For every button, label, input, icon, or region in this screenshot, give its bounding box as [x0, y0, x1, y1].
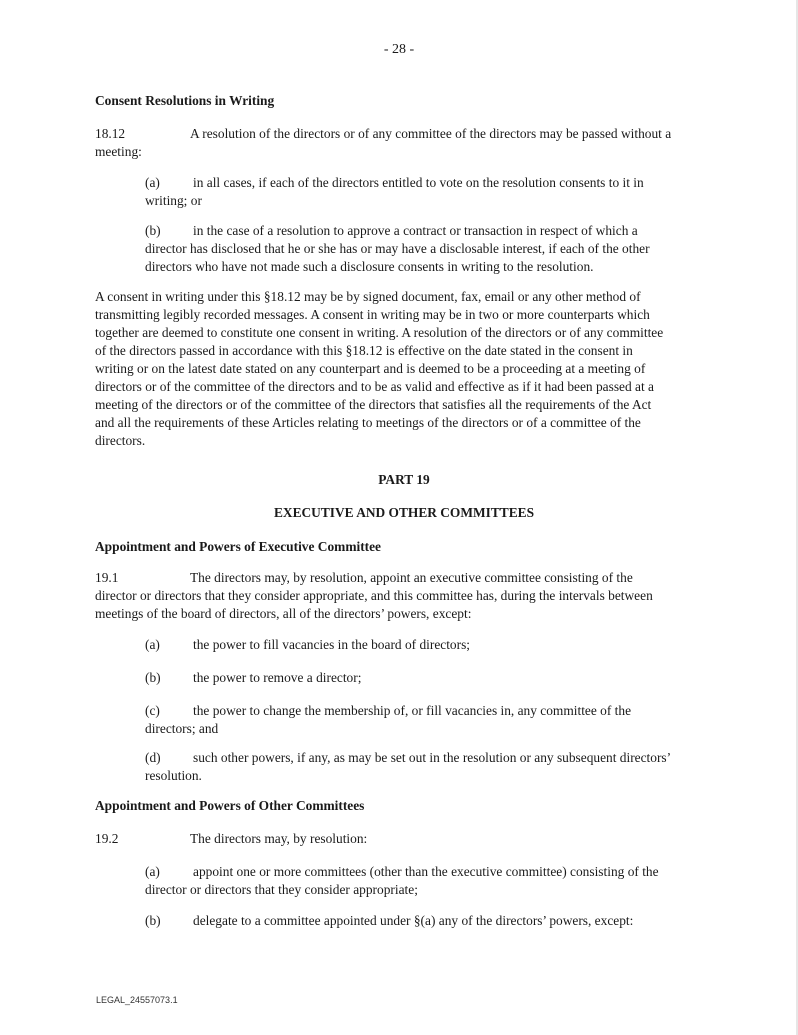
clause-19-1-b: (b) the power to remove a director; [145, 670, 362, 685]
paragraph-18-12: 18.12 A resolution of the directors or of any committee of the directors may be passed without a meeting: [95, 126, 672, 159]
document-footer-id: LEGAL_24557073.1 [96, 995, 178, 1005]
part-subtitle: EXECUTIVE AND OTHER COMMITTEES [273, 505, 535, 520]
page-number: - 28 - [383, 42, 415, 57]
paragraph-19-2: 19.2 The directors may, by resolution: [95, 831, 368, 846]
section-heading-executive: Appointment and Powers of Executive Committee [95, 539, 381, 554]
paragraph-19-1: 19.1 The directors may, by resolution, appoint an executive committee consisting of the director or directors that they consider appropriate, and this committee has, during the intervals between meetings of the board of directors, all of the directors’ powers, except: [95, 570, 653, 621]
section-heading-consent: Consent Resolutions in Writing [95, 93, 275, 108]
clause-19-2-a: (a) appoint one or more committees (other than the executive committee) consisting of the director or directors that they consider appropriate; [145, 864, 659, 897]
consent-paragraph: A consent in writing under this §18.12 may be by signed document, fax, email or any other method of transmitting legibly recorded messages. A consent in writing may be in two or more counterparts which together are deemed to constitute one consent in writing. A resolution of the directors or of any committee of the directors passed in accordance with this §18.12 is effective on the date stated in the consent in writing or on the latest date stated on any counterpart and is deemed to be a proceeding at a meeting of directors or of the committee of the directors and to be as valid and effective as if it had been passed at a meeting of the directors or of the committee of the directors that satisfies all the requirements of the Act and all the requirements of these Articles relating to meetings of the directors or of a committee of the directors. [95, 289, 664, 448]
clause-19-1-d: (d) such other powers, if any, as may be set out in the resolution or any subsequent directors’ resolution. [145, 750, 672, 783]
part-title: PART 19 [378, 472, 430, 487]
clause-19-1-a: (a) the power to fill vacancies in the board of directors; [145, 637, 471, 652]
clause-19-2-b: (b) delegate to a committee appointed under §(a) any of the directors’ powers, except: [145, 913, 634, 928]
clause-18-12-a: (a) in all cases, if each of the directors entitled to vote on the resolution consents to it in writing; or [145, 175, 644, 208]
section-heading-other: Appointment and Powers of Other Committees [95, 798, 365, 813]
section-number: 18.12 [95, 126, 126, 141]
clause-19-1-c: (c) the power to change the membership of, or fill vacancies in, any committee of the directors; and [145, 703, 632, 736]
clause-18-12-b: (b) in the case of a resolution to approve a contract or transaction in respect of which a director has disclosed that he or she has or may have a disclosable interest, if each of the other directors who have not made such a disclosure consents in writing to the resolution. [145, 223, 650, 274]
